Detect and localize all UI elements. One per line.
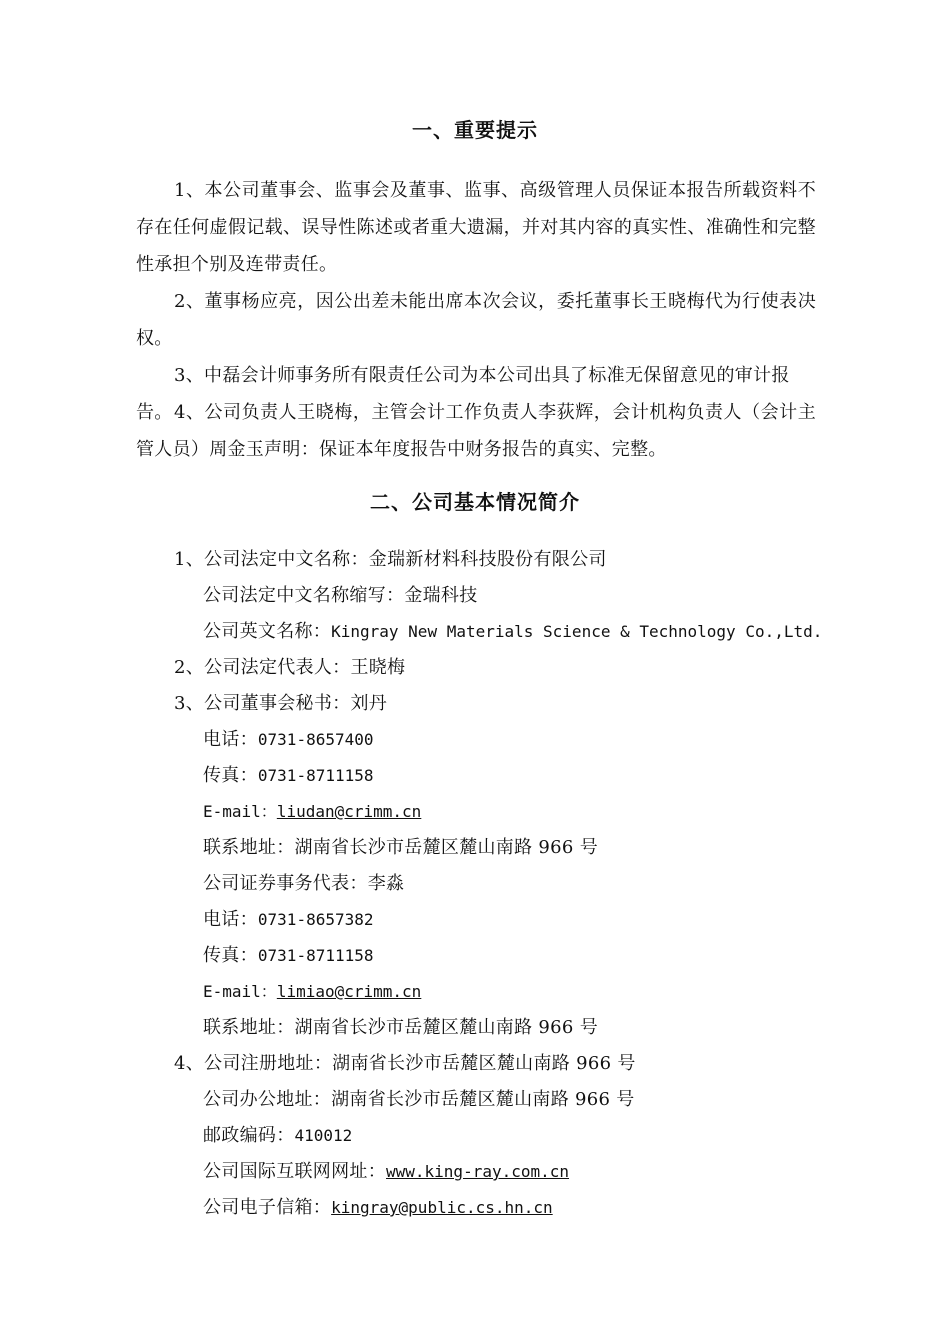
office-address-label: 公司办公地址： — [203, 1089, 332, 1110]
secretary-address-label: 联系地址： — [203, 837, 295, 858]
postcode-row — [203, 1123, 352, 1149]
securities-fax-label: 传真： — [203, 945, 258, 966]
secretary-label: 3、公司董事会秘书： — [174, 693, 351, 714]
securities-fax-value: 0731-8711158 — [257, 946, 374, 965]
section-1-title: 一、重要提示 — [412, 118, 538, 142]
secretary-row — [174, 691, 387, 717]
notice-item-1: 1、本公司董事会、监事会及董事、监事、高级管理人员保证本报告所载资料不存在任何虚假记载、误导性陈述或者重大遗漏，并对其内容的真实性、准确性和完整性承担个别及连带责任。 — [136, 180, 816, 275]
postcode-value: 410012 — [294, 1126, 353, 1145]
legal-rep-value: 王晓梅 — [350, 657, 406, 678]
short-name-value: 金瑞科技 — [404, 585, 478, 606]
english-name-label: 公司英文名称： — [203, 621, 332, 642]
secretary-phone-row — [203, 727, 374, 753]
secretary-fax-label: 传真： — [203, 765, 258, 786]
secretary-email-link[interactable]: liudan@crimm.cn — [276, 802, 422, 821]
notice-item-3: 3、中磊会计师事务所有限责任公司为本公司出具了标准无保留意见的审计报告。 — [136, 365, 790, 423]
securities-phone-label: 电话： — [203, 909, 258, 930]
secretary-fax-row — [203, 763, 374, 789]
notice-item-4: 4、公司负责人王晓梅，主管会计工作负责人李荻辉，会计机构负责人（会计主管人员）周金玉声明：保证本年度报告中财务报告的真实、完整。 — [136, 402, 816, 460]
securities-address-row — [203, 1015, 598, 1041]
securities-rep-label: 公司证券事务代表： — [203, 873, 368, 894]
short-name-label: 公司法定中文名称缩写： — [203, 585, 405, 606]
secretary-email-label: E-mail： — [203, 802, 277, 821]
website-label: 公司国际互联网网址： — [203, 1161, 386, 1182]
securities-rep-value: 李淼 — [367, 873, 405, 894]
website-link[interactable]: www.king-ray.com.cn — [386, 1162, 570, 1181]
registered-address-value: 湖南省长沙市岳麓区麓山南路 966 号 — [332, 1053, 636, 1074]
secretary-value: 刘丹 — [350, 693, 388, 714]
section-2-title: 二、公司基本情况简介 — [370, 490, 580, 514]
securities-fax-row — [203, 943, 374, 969]
securities-address-value: 湖南省长沙市岳麓区麓山南路 966 号 — [294, 1017, 598, 1038]
postcode-label: 邮政编码： — [203, 1125, 295, 1146]
company-email-label: 公司电子信箱： — [203, 1197, 332, 1218]
company-email-link[interactable]: kingray@public.cs.hn.cn — [331, 1198, 553, 1217]
registered-address-label: 4、公司注册地址： — [174, 1053, 333, 1074]
company-name-label: 1、公司法定中文名称： — [174, 549, 369, 570]
secretary-phone-label: 电话： — [203, 729, 258, 750]
office-address-value: 湖南省长沙市岳麓区麓山南路 966 号 — [331, 1089, 635, 1110]
notice-item-2: 2、董事杨应亮，因公出差未能出席本次会议，委托董事长王晓梅代为行使表决权。 — [136, 291, 816, 349]
legal-rep-label: 2、公司法定代表人： — [174, 657, 351, 678]
securities-email-label: E-mail： — [203, 982, 277, 1001]
company-name-row — [174, 547, 607, 573]
securities-phone-row — [203, 907, 374, 933]
securities-email-link[interactable]: limiao@crimm.cn — [276, 982, 422, 1001]
legal-rep-row — [174, 655, 405, 681]
company-name-value: 金瑞新材料科技股份有限公司 — [368, 549, 607, 570]
secretary-address-value: 湖南省长沙市岳麓区麓山南路 966 号 — [294, 837, 598, 858]
secretary-email-row — [203, 799, 421, 825]
registered-address-row — [174, 1051, 636, 1077]
secretary-phone-value: 0731-8657400 — [257, 730, 374, 749]
secretary-fax-value: 0731-8711158 — [257, 766, 374, 785]
website-row — [203, 1159, 569, 1185]
securities-rep-row — [203, 871, 404, 897]
short-name-row — [203, 583, 478, 609]
secretary-address-row — [203, 835, 598, 861]
securities-phone-value: 0731-8657382 — [257, 910, 374, 929]
company-email-row — [203, 1195, 553, 1221]
english-name-value: Kingray New Materials Science & Technology Co.,Ltd. — [331, 622, 823, 641]
english-name-row — [203, 619, 822, 645]
securities-email-row — [203, 979, 421, 1005]
securities-address-label: 联系地址： — [203, 1017, 295, 1038]
office-address-row — [203, 1087, 635, 1113]
